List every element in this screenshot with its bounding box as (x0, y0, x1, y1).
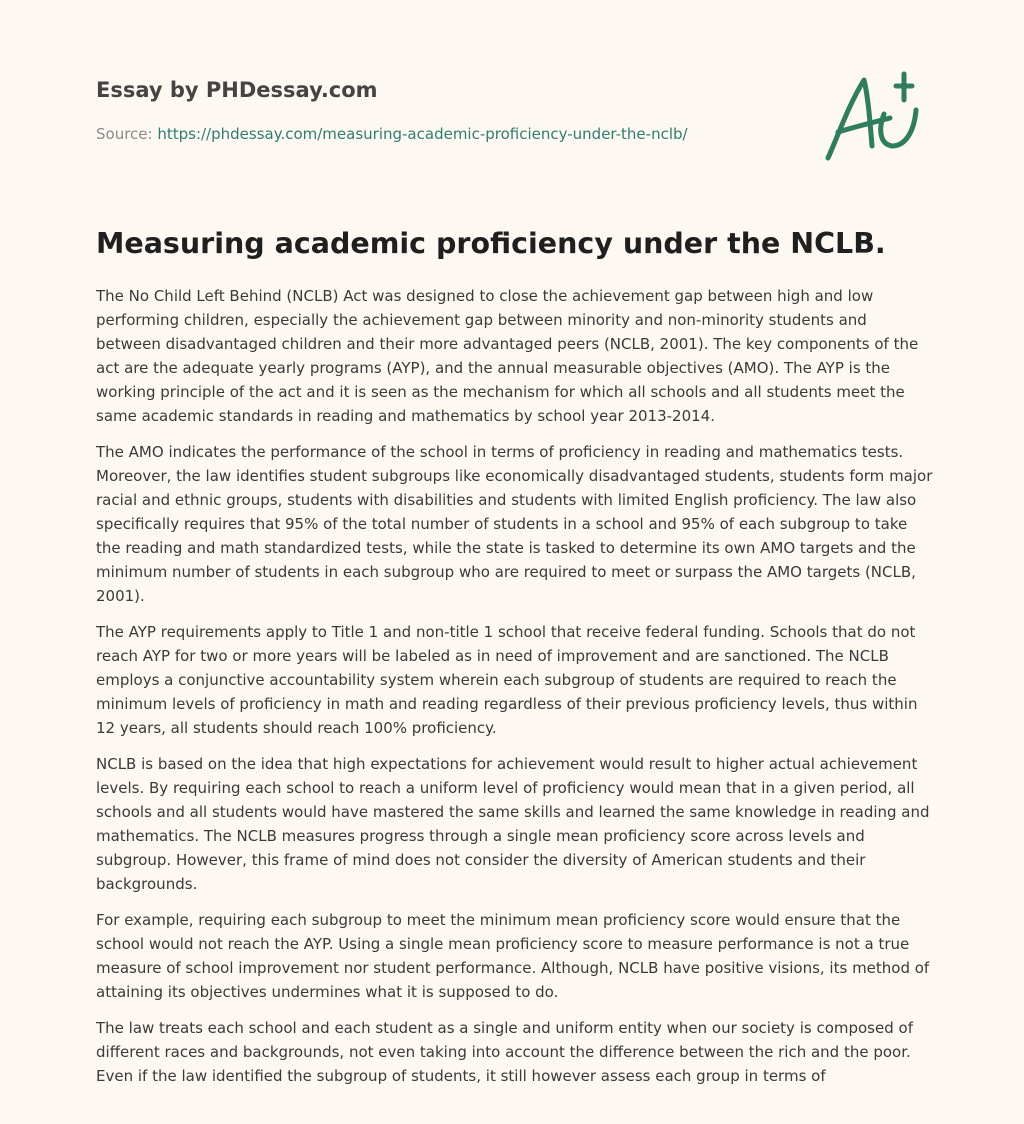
a-plus-icon (818, 66, 930, 166)
paragraph: The AMO indicates the performance of the school in terms of proficiency in reading and mathematics tests. Moreover, the law identifies student subgroups like economically disadvantaged students, students form major racial and ethnic groups, students with disabilities and students with limited English proficiency. The law also specifically requires that 95% of the total number of students in a school and 95% of each subgroup to take the reading and math standardized tests, while the state is tasked to determine its own AMO targets and the minimum number of students in each subgroup who are required to meet or surpass the AMO targets (NCLB, 2001). (96, 443, 933, 605)
header (96, 76, 796, 144)
essay-body (96, 284, 936, 1100)
paragraph: The AYP requirements apply to Title 1 and non-title 1 school that receive federal funding. Schools that do not reach AYP for two or more years will be labeled as in need of improvement and are sanctioned. The NCLB employs a conjunctive accountability system wherein each subgroup of students are required to reach the minimum levels of proficiency in math and reading regardless of their previous proficiency levels, thus within 12 years, all students should reach 100% proficiency. (96, 623, 918, 737)
paragraph: The law treats each school and each student as a single and uniform entity when our society is composed of different races and backgrounds, not even taking into account the difference between the rich and the poor. Even if the law identified the subgroup of students, it still however assess each group in terms of (96, 1019, 913, 1085)
paragraph: The No Child Left Behind (NCLB) Act was designed to close the achievement gap between high and low performing children, especially the achievement gap between minority and non-minority students and between disadvantaged children and their more advantaged peers (NCLB, 2001). The key components of the act are the adequate yearly programs (AYP), and the annual measurable objectives (AMO). The AYP is the working principle of the act and it is seen as the mechanism for which all schools and all students meet the same academic standards in reading and mathematics by school year 2013-2014. (96, 287, 919, 425)
paragraph: NCLB is based on the idea that high expectations for achievement would result to higher actual achievement levels. By requiring each school to reach a uniform level of proficiency would mean that in a given period, all schools and all students would have mastered the same skills and learned the same knowledge in reading and mathematics. The NCLB measures progress through a single mean proficiency score across levels and subgroup. However, this frame of mind does not consider the diversity of American students and their backgrounds. (96, 755, 930, 893)
essay-title: Measuring academic proficiency under the NCLB. (96, 227, 886, 260)
source-link[interactable]: https://phdessay.com/measuring-academic-proficiency-under-the-nclb/ (157, 125, 688, 143)
source-line (96, 124, 796, 144)
source-label: Source: (96, 125, 158, 143)
brand-title: Essay by PHDessay.com (96, 78, 378, 102)
paragraph: For example, requiring each subgroup to meet the minimum mean proficiency score would ensure that the school would not reach the AYP. Using a single mean proficiency score to measure performance is not a true measure of school improvement nor student performance. Although, NCLB have positive visions, its method of attaining its objectives undermines what it is supposed to do. (96, 911, 930, 1001)
